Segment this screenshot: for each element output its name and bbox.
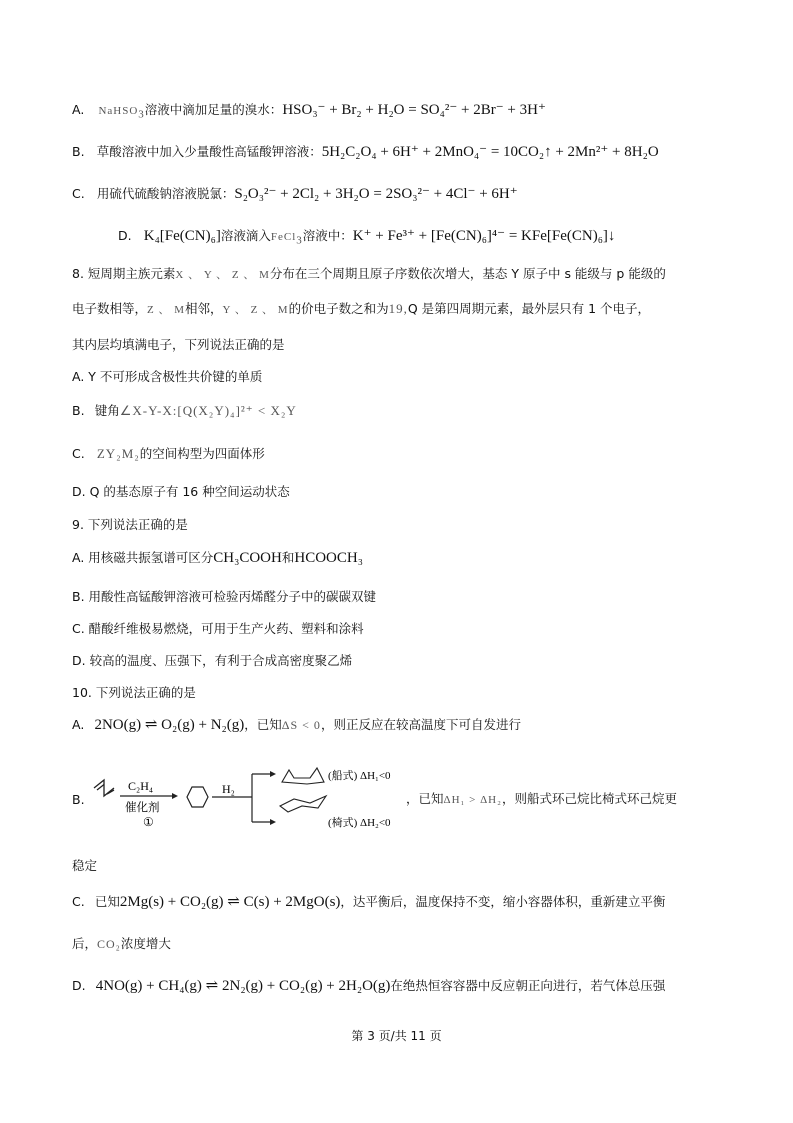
option-label: D. bbox=[72, 978, 86, 993]
option-text: 已知 bbox=[94, 894, 120, 909]
reagent2-subscript: 3 bbox=[296, 234, 303, 247]
elements: Z 、 M bbox=[147, 304, 186, 316]
option-label: A. bbox=[72, 717, 85, 732]
elements: Y 、 Z 、 M bbox=[222, 304, 289, 316]
chair-dh: ΔH₂<0 bbox=[360, 817, 391, 829]
equation: 4NO(g) + CH₄(g) ⇌ 2N₂(g) + CO₂(g) + 2H₂O(g) bbox=[95, 978, 391, 994]
stem-text: 8. 短周期主族元素 bbox=[72, 266, 176, 281]
option-text: 在绝热恒容容器中反应朝正向进行，若气体总压强 bbox=[390, 978, 666, 993]
option-text-2: 溶液中： bbox=[302, 228, 353, 243]
option-text: 溶液滴入 bbox=[220, 228, 271, 243]
option-text: ，已知 bbox=[244, 717, 282, 732]
stem-text: 相邻， bbox=[185, 301, 223, 316]
q8-option-c bbox=[72, 445, 265, 464]
chair-label: (椅式) bbox=[328, 817, 358, 829]
formula: ZY₂M₂ bbox=[96, 446, 140, 461]
stem-text: 电子数相等， bbox=[72, 301, 148, 316]
q10-option-b-text bbox=[406, 790, 677, 809]
page-footer: 第 3 页/共 11 页 bbox=[351, 1029, 442, 1043]
boat-label: (船式) bbox=[328, 770, 358, 782]
equation: S₂O₃²⁻ + 2Cl₂ + 3H₂O = 2SO₃²⁻ + 4Cl⁻ + 6H⁺ bbox=[234, 186, 518, 202]
formula-1: CH₃COOH bbox=[213, 550, 282, 566]
reagent-subscript: 3 bbox=[138, 108, 145, 121]
option-text-2: ，则船式环己烷比椅式环己烷更 bbox=[501, 791, 677, 806]
option-text-2: 浓度增大 bbox=[120, 936, 171, 951]
arrowhead-chair bbox=[270, 819, 276, 825]
q9-stem: 9. 下列说法正确的是 bbox=[72, 517, 188, 532]
q8-stem-line1 bbox=[72, 265, 666, 284]
formula-2: HCOOCH₃ bbox=[294, 550, 363, 566]
option-label: C. bbox=[72, 186, 85, 201]
equation: 5H₂C₂O₄ + 6H⁺ + 2MnO₄⁻ = 10CO₂↑ + 2Mn²⁺ + 8H₂O bbox=[321, 144, 659, 160]
boat-dh: ΔH₁<0 bbox=[360, 770, 391, 782]
q7-option-a bbox=[72, 101, 546, 124]
q10-option-d bbox=[72, 977, 665, 996]
q10-option-b-cont: 稳定 bbox=[72, 858, 98, 873]
equation: HSO₃⁻ + Br₂ + H₂O = SO₄²⁻ + 2Br⁻ + 3H⁺ bbox=[282, 102, 546, 118]
cyclohexene-structure bbox=[187, 787, 208, 807]
q9-option-b: B. 用酸性高锰酸钾溶液可检验丙烯醛分子中的碳碳双键 bbox=[72, 589, 377, 604]
q10-option-c bbox=[72, 893, 665, 912]
q7-option-b bbox=[72, 143, 659, 162]
q8-option-b bbox=[72, 402, 297, 421]
option-text-2: ，达平衡后，温度保持不变，缩小容器体积，重新建立平衡 bbox=[340, 894, 666, 909]
q8-stem-line3: 其内层均填满电子，下列说法正确的是 bbox=[72, 337, 285, 352]
chair-cyclohexane bbox=[280, 796, 326, 812]
reagent-h2: H₂ bbox=[222, 782, 235, 796]
elements: X 、 Y 、 Z 、 M bbox=[175, 269, 270, 281]
boat-cyclohexane bbox=[282, 768, 324, 784]
q7-option-d bbox=[118, 227, 615, 250]
catalyst-label: 催化剂 bbox=[125, 800, 160, 814]
expression: ∠X-Y-X:[Q(X₂Y)₄]²⁺ < X₂Y bbox=[119, 403, 297, 418]
formula: CO₂ bbox=[97, 937, 121, 951]
q7-option-c bbox=[72, 185, 518, 204]
option-text: 溶液中滴加足量的溴水： bbox=[144, 102, 283, 117]
equation: K⁺ + Fe³⁺ + [Fe(CN)₆]⁴⁻ = KFe[Fe(CN)₆]↓ bbox=[352, 228, 616, 244]
butadiene-structure bbox=[94, 780, 114, 796]
equation: 2NO(g) ⇌ O₂(g) + N₂(g) bbox=[94, 717, 245, 733]
stem-text: 的价电子数之和为 bbox=[288, 301, 389, 316]
option-label: C. bbox=[72, 446, 85, 461]
q10-option-c-cont bbox=[72, 935, 171, 954]
q8-option-d: D. Q 的基态原子有 16 种空间运动状态 bbox=[72, 484, 290, 499]
reaction-diagram bbox=[92, 766, 422, 838]
option-text: 的空间构型为四面体形 bbox=[139, 446, 265, 461]
condition: ΔH₁ > ΔH₂ bbox=[443, 794, 502, 806]
option-text: 后， bbox=[72, 936, 98, 951]
reagent: NaHSO bbox=[98, 105, 139, 117]
step-label: ① bbox=[143, 815, 154, 829]
arrowhead-boat bbox=[270, 771, 276, 777]
option-label: C. bbox=[72, 894, 85, 909]
option-text-2: ，则正反应在较高温度下可自发进行 bbox=[320, 717, 521, 732]
reagent2: FeCl bbox=[270, 231, 297, 243]
arrowhead-1 bbox=[172, 793, 178, 799]
option-text: A. 用核磁共振氢谱可区分 bbox=[72, 550, 214, 565]
option-label: A. bbox=[72, 102, 85, 117]
option-text-2: 和 bbox=[281, 550, 295, 565]
q8-option-a: A. Y 不可形成含极性共价键的单质 bbox=[72, 369, 263, 384]
stem-text: 分布在三个周期且原子序数依次增大，基态 Y 原子中 s 能级与 p 能级的 bbox=[269, 266, 666, 281]
q9-option-a bbox=[72, 549, 363, 568]
option-label: D. bbox=[118, 228, 132, 243]
condition: ΔS < 0 bbox=[281, 718, 321, 732]
equation: 2Mg(s) + CO₂(g) ⇌ C(s) + 2MgO(s) bbox=[119, 894, 341, 910]
q8-stem-line2 bbox=[72, 300, 650, 319]
option-text: 草酸溶液中加入少量酸性高锰酸钾溶液： bbox=[96, 144, 322, 159]
reagent-c2h4: C₂H₄ bbox=[128, 779, 154, 793]
q9-option-d: D. 较高的温度、压强下，有利于合成高密度聚乙烯 bbox=[72, 653, 353, 668]
option-label: B. bbox=[72, 403, 85, 418]
stem-text: Q 是第四周期元素，最外层只有 1 个电子， bbox=[407, 301, 651, 316]
reagent: K₄[Fe(CN)₆] bbox=[143, 228, 221, 244]
q10-option-a bbox=[72, 716, 521, 735]
option-text: 键角 bbox=[94, 403, 120, 418]
q10-stem: 10. 下列说法正确的是 bbox=[72, 685, 196, 700]
option-text: 用硫代硫酸钠溶液脱氯： bbox=[96, 186, 235, 201]
q9-option-c: C. 醋酸纤维极易燃烧，可用于生产火药、塑料和涂料 bbox=[72, 621, 364, 636]
option-label: B. bbox=[72, 144, 85, 159]
option-text: ，已知 bbox=[406, 791, 444, 806]
q10-option-b-label: B. bbox=[72, 792, 85, 807]
number: 19, bbox=[388, 301, 408, 316]
